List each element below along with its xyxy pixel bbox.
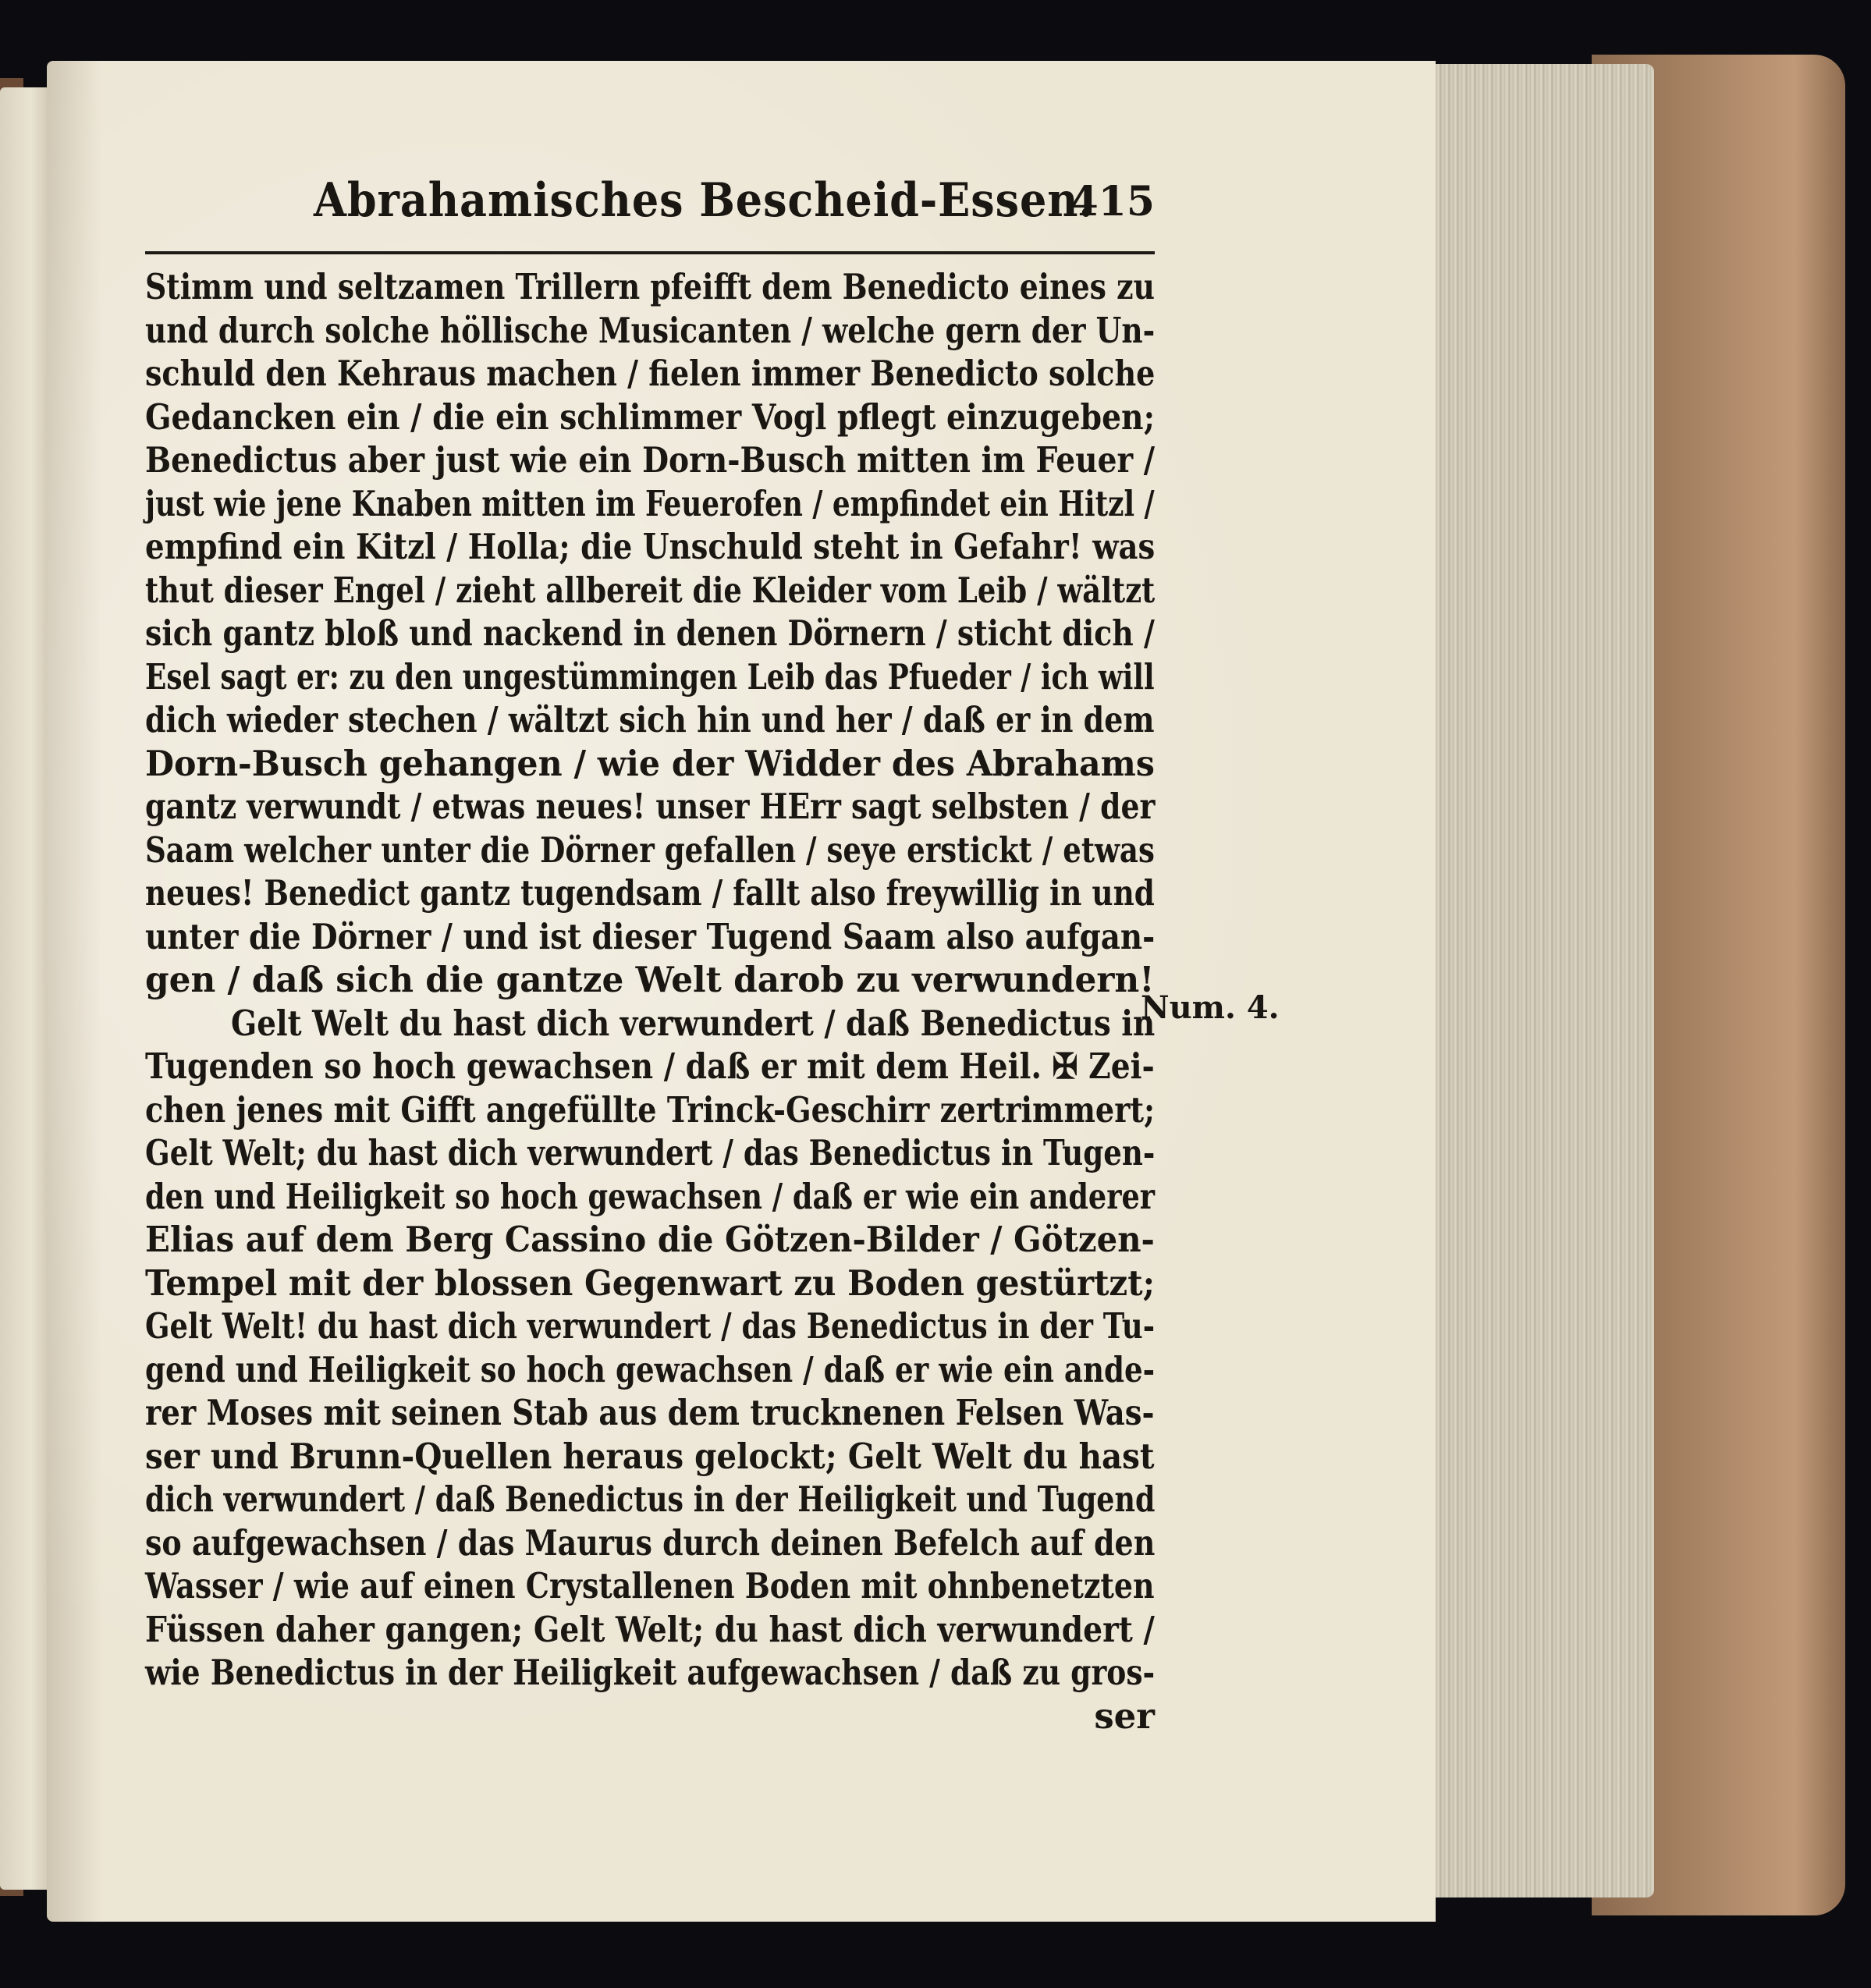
text-line: Saam welcher unter die Dörner gefallen / seye erstickt / etwas xyxy=(145,829,1155,871)
text-line: dich wieder stechen / wältzt sich hin und her / daß er in dem xyxy=(145,699,1155,740)
header-rule xyxy=(145,251,1155,254)
text-line: sich gantz bloß und nackend in denen Dörnern / sticht dich / xyxy=(145,612,1155,654)
text-line: gend und Heiligkeit so hoch gewachsen / daß er wie ein ande- xyxy=(145,1348,1156,1390)
running-head xyxy=(145,173,1155,237)
text-line: unter die Dörner / und ist dieser Tugend Saam also aufgan- xyxy=(145,915,1156,957)
text-line: und durch solche höllische Musicanten / welche gern der Un- xyxy=(145,309,1156,351)
text-line: Gelt Welt! du hast dich verwundert / das Benedictus in der Tu- xyxy=(145,1305,1156,1347)
catchword: ser xyxy=(1094,1695,1155,1737)
text-line: so aufgewachsen / das Maurus durch deinen Befelch auf den xyxy=(145,1521,1156,1564)
text-line: gen / daß sich die gantze Welt darob zu verwundern! xyxy=(145,959,1155,1000)
text-line: chen jenes mit Gifft angefüllte Trinck-Geschirr zertrimmert; xyxy=(145,1088,1156,1131)
text-line: Gedancken ein / die ein schlimmer Vogl pflegt einzugeben; xyxy=(145,396,1156,438)
previous-page-edge xyxy=(0,87,51,1890)
text-line: Elias auf dem Berg Cassino die Götzen-Bilder / Götzen- xyxy=(145,1219,1155,1260)
text-line: neues! Benedict gantz tugendsam / fallt also freywillig in und xyxy=(145,872,1155,914)
page-number: 415 xyxy=(1070,178,1155,225)
text-line: Esel sagt er: zu den ungestümmingen Leib das Pfueder / ich will xyxy=(145,655,1155,698)
text-line: gantz verwundt / etwas neues! unser HErr sagt selbsten / der xyxy=(145,786,1156,827)
text-line: ser und Brunn-Quellen heraus gelockt; Gelt Welt du hast xyxy=(145,1435,1155,1477)
text-line: Benedictus aber just wie ein Dorn-Busch mitten im Feuer / xyxy=(145,439,1156,481)
text-line: thut dieser Engel / zieht allbereit die Kleider vom Leib / wältzt xyxy=(145,569,1156,611)
text-line: Wasser / wie auf einen Crystallenen Boden mit ohnbenetzten xyxy=(145,1565,1155,1606)
margin-note: Num. 4. xyxy=(1141,989,1280,1026)
text-line: Stimm und seltzamen Trillern pfeifft dem Benedicto eines zu xyxy=(145,266,1156,307)
text-line: den und Heiligkeit so hoch gewachsen / daß er wie ein anderer xyxy=(145,1175,1156,1217)
text-line: schuld den Kehraus machen / fielen immer Benedicto solche xyxy=(145,353,1156,394)
text-line: Tugenden so hoch gewachsen / daß er mit dem Heil. ✠ Zei- xyxy=(145,1045,1155,1087)
text-line: empfind ein Kitzl / Holla; die Unschuld steht in Gefahr! was xyxy=(145,526,1156,567)
text-line: dich verwundert / daß Benedictus in der Heiligkeit und Tugend xyxy=(145,1479,1156,1520)
page-fore-edge xyxy=(1428,64,1654,1897)
running-title: Abrahamisches Bescheid-Essen. xyxy=(314,173,1095,228)
text-line: Gelt Welt; du hast dich verwundert / das Benedictus in Tugen- xyxy=(145,1132,1156,1173)
text-block xyxy=(145,173,1155,1738)
text-line: Tempel mit der blossen Gegenwart zu Boden gestürtzt; xyxy=(145,1262,1156,1304)
text-line: Dorn-Busch gehangen / wie der Widder des Abrahams xyxy=(145,742,1155,784)
text-line: just wie jene Knaben mitten im Feuerofen / empfindet ein Hitzl / xyxy=(145,482,1155,524)
text-line: Gelt Welt du hast dich verwundert / daß Benedictus in xyxy=(231,1002,1156,1044)
text-line: Füssen daher gangen; Gelt Welt; du hast dich verwundert / xyxy=(145,1608,1155,1650)
text-line: wie Benedictus in der Heiligkeit aufgewachsen / daß zu gros- xyxy=(145,1652,1156,1693)
text-line: rer Moses mit seinen Stab aus dem trucknenen Felsen Was- xyxy=(145,1392,1155,1433)
body-text xyxy=(145,265,1155,1738)
